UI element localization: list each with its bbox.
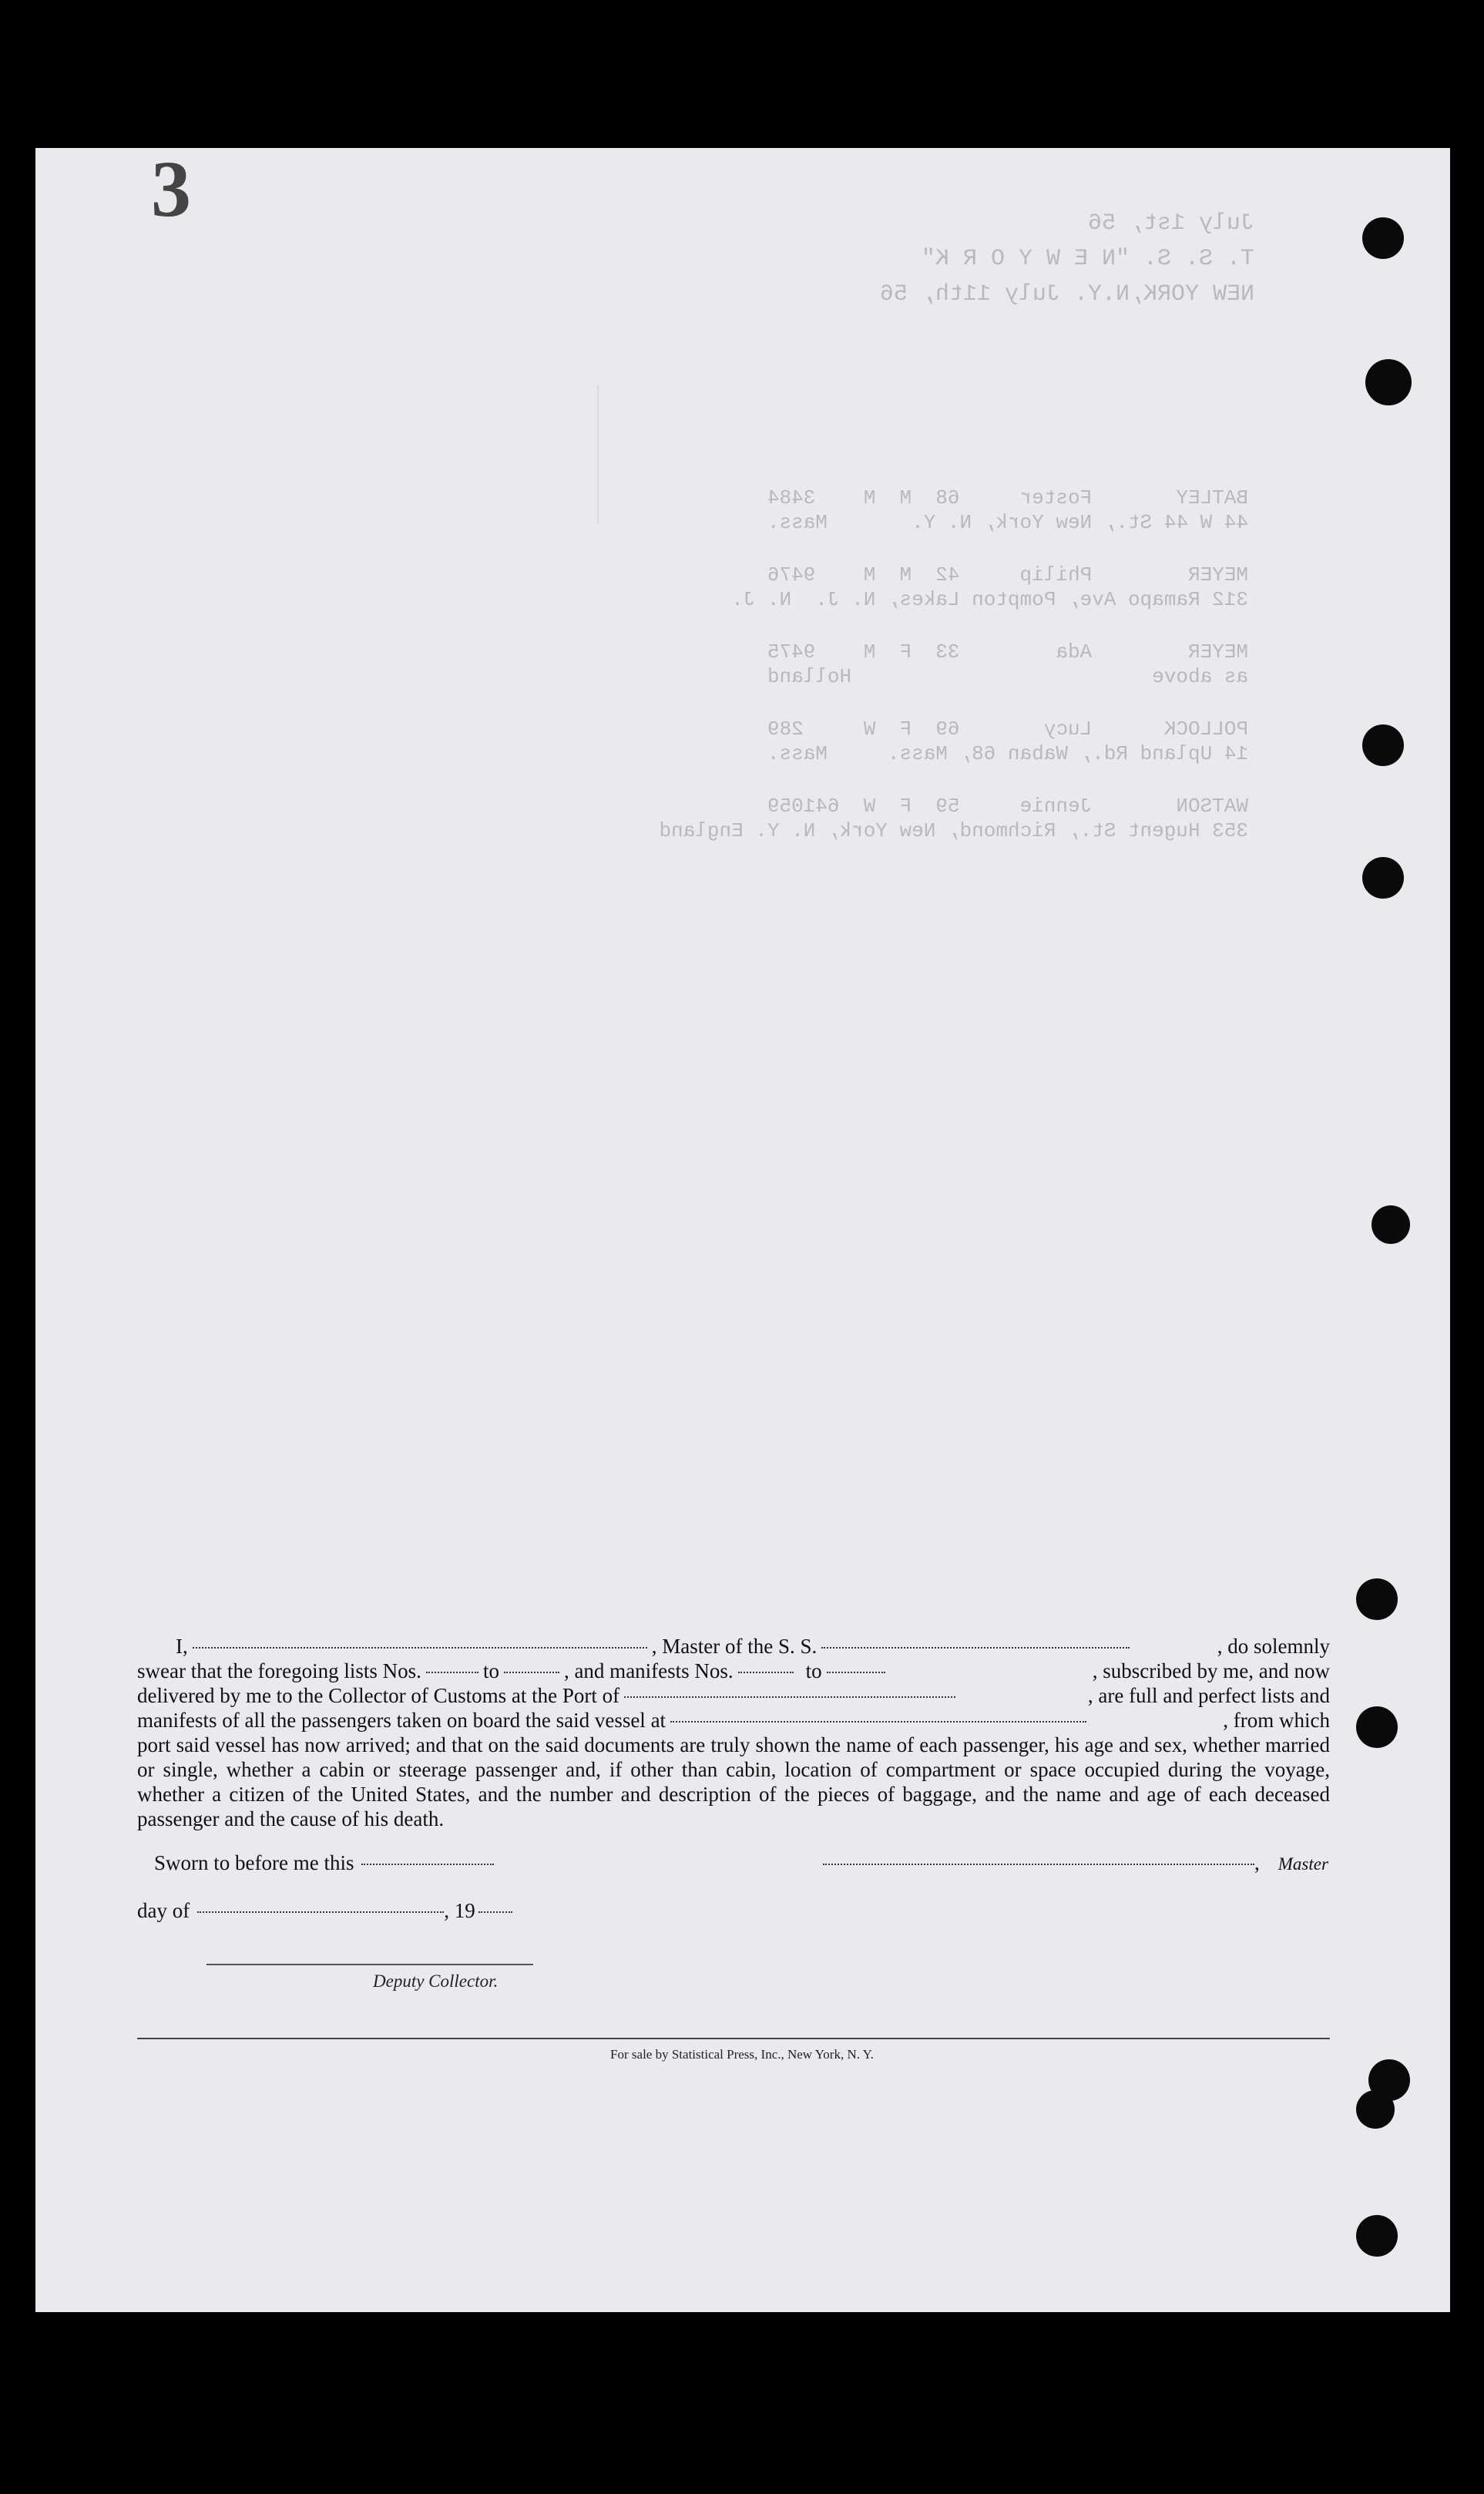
bleed-entry bbox=[647, 640, 1248, 689]
port-field[interactable] bbox=[624, 1696, 955, 1698]
oath-text: to bbox=[805, 1659, 822, 1682]
lists-from-field[interactable] bbox=[426, 1672, 478, 1673]
day-of-line bbox=[137, 1899, 512, 1923]
deputy-collector-label: Deputy Collector. bbox=[373, 1971, 499, 1991]
oath-text: , do solemnly bbox=[1217, 1635, 1330, 1658]
bleed-entry-line: MEYER Ada 33 F M 9475 bbox=[767, 640, 1248, 664]
binder-hole-icon bbox=[1362, 217, 1404, 259]
binder-hole-icon bbox=[1356, 1578, 1398, 1620]
binder-hole-icon bbox=[1356, 2215, 1398, 2257]
oath-text: , subscribed by me, and now bbox=[1092, 1659, 1330, 1682]
bleed-entry-line: 353 Hugent St., Richmond, New York, N. Y. England bbox=[659, 819, 1248, 842]
oath-body: port said vessel has now arrived; and that on the said documents are truly shown the name of each passenger, his age and sex, whether married or single, whether a cabin or steerage passenger and, if other than cabin, location of compartment or space occupied during the voyage, whether a citizen of the United States, and the number and description of the pieces of baggage, and the name and age of each deceased passenger and the cause of his death. bbox=[137, 1733, 1330, 1830]
bleed-header-line: NEW YORK,N.Y. July 11th, 56 bbox=[879, 281, 1254, 308]
bleed-header-line: July 1st, 56 bbox=[1087, 210, 1254, 237]
master-label: Master bbox=[1278, 1854, 1328, 1874]
binder-hole-icon bbox=[1372, 1205, 1410, 1244]
deputy-signature-field[interactable] bbox=[206, 1964, 533, 1965]
departure-port-field[interactable] bbox=[670, 1721, 1086, 1723]
oath-text: delivered by me to the Collector of Customs at the Port of bbox=[137, 1684, 620, 1707]
oath-text: , and manifests Nos. bbox=[563, 1659, 734, 1682]
year-field[interactable] bbox=[478, 1911, 512, 1913]
bleed-entry-line: 14 Upland Rd., Waban 68, Mass. Mass. bbox=[767, 742, 1248, 765]
binder-hole-icon bbox=[1365, 359, 1412, 405]
year-prefix: , 19 bbox=[444, 1899, 475, 1922]
binder-hole-icon bbox=[1356, 2090, 1395, 2129]
oath-line bbox=[137, 1659, 1330, 1683]
oath-line bbox=[137, 1683, 1330, 1708]
oath-statement bbox=[137, 1634, 1330, 1831]
day-of-field[interactable] bbox=[197, 1911, 444, 1913]
bleed-entry-line: BATLEY Foster 68 M M 3484 bbox=[767, 486, 1248, 509]
bleed-through-header bbox=[176, 208, 1254, 362]
sworn-date-field[interactable] bbox=[361, 1864, 494, 1865]
manifests-to-field[interactable] bbox=[827, 1672, 885, 1673]
master-signature-field[interactable] bbox=[823, 1864, 1254, 1865]
master-name-field[interactable] bbox=[193, 1647, 647, 1649]
lists-to-field[interactable] bbox=[504, 1672, 559, 1673]
oath-text: , Master of the S. S. bbox=[651, 1635, 818, 1658]
oath-text: , from which bbox=[1223, 1709, 1330, 1732]
binder-hole-icon bbox=[1362, 857, 1404, 899]
oath-text: manifests of all the passengers taken on board the said vessel at bbox=[137, 1709, 666, 1732]
divider bbox=[137, 2038, 1330, 2039]
printer-footer: For sale by Statistical Press, Inc., New York, N. Y. bbox=[610, 2047, 874, 2062]
bleed-header-line: T. S. S. "N E W Y O R K" bbox=[921, 246, 1254, 272]
bleed-entry-line: WATSON Jennie 59 F W 641059 bbox=[767, 795, 1248, 818]
oath-line bbox=[137, 1634, 1330, 1659]
binder-hole-icon bbox=[1362, 724, 1404, 766]
oath-text: to bbox=[482, 1659, 499, 1682]
bleed-entry-line: POLLOCK Lucy 69 F W 289 bbox=[767, 718, 1248, 741]
binder-hole-icon bbox=[1356, 1706, 1398, 1748]
bleed-through-rule bbox=[597, 385, 599, 524]
manifests-from-field[interactable] bbox=[738, 1672, 794, 1673]
bleed-entry bbox=[647, 486, 1248, 535]
bleed-entry-line: 44 W 44 St., New York, N. Y. Mass. bbox=[767, 511, 1248, 534]
vessel-name-field[interactable] bbox=[821, 1647, 1130, 1649]
oath-text: swear that the foregoing lists Nos. bbox=[137, 1659, 421, 1682]
oath-text: , are full and perfect lists and bbox=[1087, 1684, 1330, 1707]
bleed-through-entries bbox=[647, 486, 1248, 871]
oath-line bbox=[137, 1708, 1330, 1733]
document-page bbox=[35, 148, 1450, 2312]
oath-text: I, bbox=[176, 1635, 188, 1658]
sworn-line bbox=[154, 1851, 494, 1875]
bleed-entry-line: 312 Ramapo Ave, Pompton Lakes, N. J. N. J. bbox=[731, 588, 1248, 611]
bleed-entry-line: MEYER Philip 42 M M 9476 bbox=[767, 563, 1248, 587]
bleed-entry bbox=[647, 563, 1248, 612]
page-number: 3 bbox=[151, 145, 191, 234]
bleed-entry bbox=[647, 794, 1248, 843]
bleed-entry-line: as above Holland bbox=[767, 665, 1248, 688]
sworn-label: Sworn to before me this bbox=[154, 1851, 354, 1874]
bleed-entry bbox=[647, 717, 1248, 766]
master-signature-line: , Master bbox=[823, 1851, 1328, 1875]
day-of-label: day of bbox=[137, 1899, 190, 1922]
